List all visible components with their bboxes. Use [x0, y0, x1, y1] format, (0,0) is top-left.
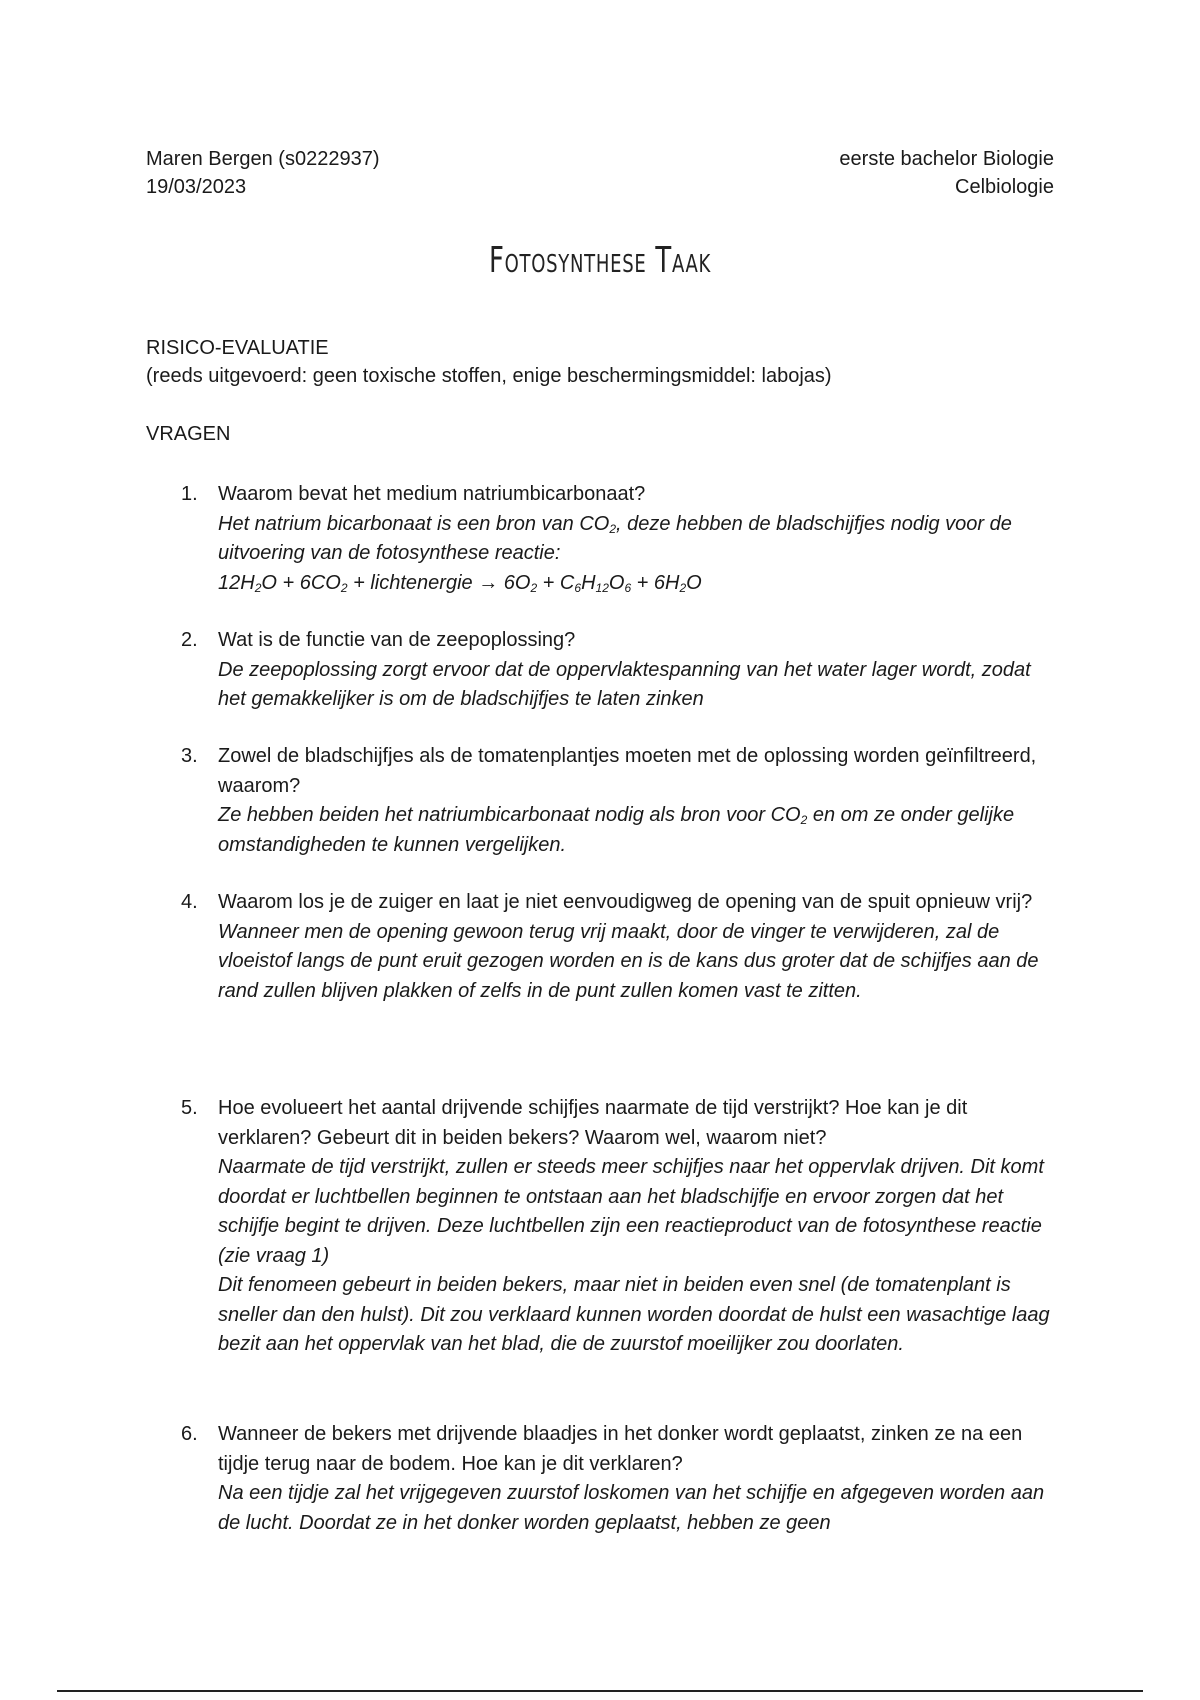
page-title: Fotosynthese Taak [488, 240, 712, 281]
risk-text: (reeds uitgevoerd: geen toxische stoffen, enige beschermingsmiddel: labojas) [146, 365, 832, 387]
question-number: 6. [181, 1423, 198, 1445]
question-number: 4. [181, 891, 198, 913]
question-text: Waarom bevat het medium natriumbicarbonaat? [218, 483, 646, 505]
document-date: 19/03/2023 [146, 176, 247, 198]
answer-text: Naarmate de tijd verstrijkt, zullen er steeds meer schijfjes naar het oppervlak drijven. Dit komt doordat er luchtbellen beginnen te ontstaan aan het bladschijfje en ervoor zorgen dat het schijfje begint te drijven. Deze luchtbellen zijn een reactieproduct van de fotosynthese reactie (zie vraag 1) [218, 1156, 1044, 1267]
question-text: Waarom los je de zuiger en laat je niet eenvoudigweg de opening van de spuit opnieuw vrij? [218, 891, 1033, 913]
question-item [146, 626, 1056, 715]
answer-text: De zeepoplossing zorgt ervoor dat de oppervlaktespanning van het water lager wordt, zodat het gemakkelijker is om de bladschijfjes te laten zinken [218, 658, 1031, 710]
question-text: Wat is de functie van de zeepoplossing? [218, 629, 576, 651]
answer-text-continued: Dit fenomeen gebeurt in beiden bekers, maar niet in beiden even snel (de tomatenplant is sneller dan den hulst). Dit zou verklaard kunnen worden doordat de hulst een wasachtige laag bezit aan het oppervlak van het blad, die de zuurstof moeilijker zou doorlaten. [218, 1274, 1050, 1355]
risk-heading: RISICO-EVALUATIE [146, 337, 329, 359]
question-item [146, 888, 1056, 1006]
header-left [146, 145, 379, 201]
header-right [839, 145, 1054, 201]
course-name: Celbiologie [955, 176, 1054, 198]
page-bottom-rule [57, 1690, 1143, 1692]
question-number: 3. [181, 745, 198, 767]
question-text: Hoe evolueert het aantal drijvende schijfjes naarmate de tijd verstrijkt? Hoe kan je dit verklaren? Gebeurt dit in beiden bekers? Waarom wel, waarom niet? [218, 1097, 968, 1149]
answer-text: Het natrium bicarbonaat is een bron van $CO_2$, deze hebben de bladschijfjes nodig voor de uitvoering van de fotosynthese reactie: [218, 512, 1012, 564]
question-item [146, 1094, 1056, 1360]
question-item [146, 1420, 1056, 1538]
question-text: Zowel de bladschijfjes als de tomatenplantjes moeten met de oplossing worden geïnfiltreerd, waarom? [218, 745, 1037, 797]
question-number: 1. [181, 483, 198, 505]
questions-heading: VRAGEN [146, 423, 231, 445]
answer-text: Wanneer men de opening gewoon terug vrij maakt, door de vinger te verwijderen, zal de vloeistof langs de punt eruit gezogen worden en is de kans dus groter dat de schijfjes aan de rand zullen blijven plakken of zelfs in de punt zullen komen vast te zitten. [218, 920, 1039, 1002]
question-text: Wanneer de bekers met drijvende blaadjes in het donker wordt geplaatst, zinken ze na een tijdje terug naar de bodem. Hoe kan je dit verklaren? [218, 1423, 1023, 1475]
risk-section [146, 334, 832, 390]
reaction-formula: $12H_2O + 6CO_2$ + lichtenergie → $6O_2 + C_6H_{12}O_6 + 6H_2O$ [218, 571, 702, 595]
question-number: 5. [181, 1097, 198, 1119]
answer-text: Ze hebben beiden het natriumbicarbonaat nodig als bron voor $CO_2$ en om ze onder gelijke omstandigheden te kunnen vergelijken. [218, 804, 1015, 856]
student-name: Maren Bergen (s0222937) [146, 148, 380, 170]
answer-text: Na een tijdje zal het vrijgegeven zuurstof loskomen van het schijfje en afgegeven worden aan de lucht. Doordat ze in het donker worden geplaatst, hebben ze geen [218, 1482, 1045, 1534]
question-number: 2. [181, 629, 198, 651]
question-item [146, 742, 1056, 860]
program-name: eerste bachelor Biologie [839, 148, 1054, 170]
question-item [146, 480, 1056, 598]
